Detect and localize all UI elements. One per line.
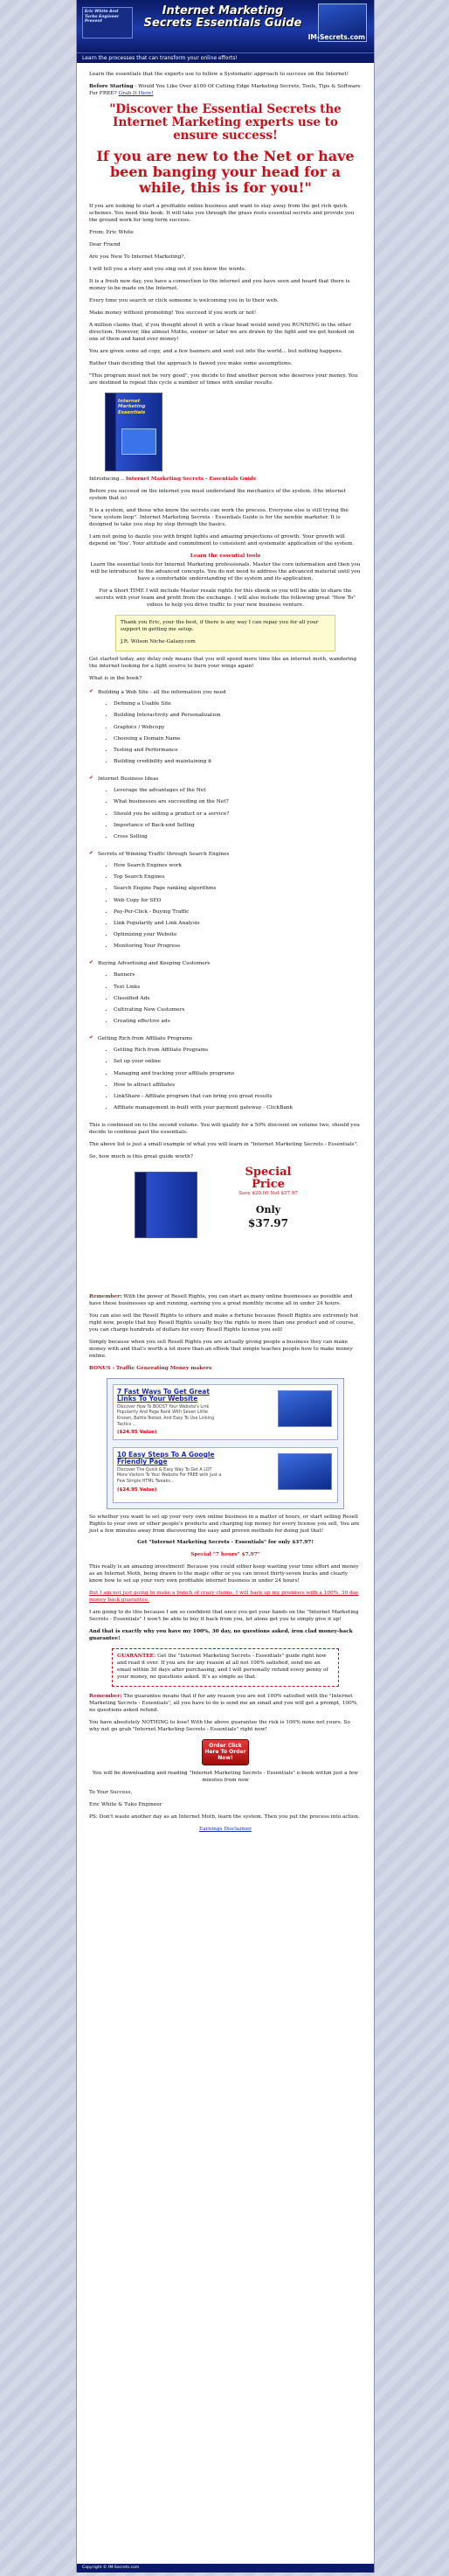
toc-section xyxy=(89,688,362,773)
toc-item: • Text Links xyxy=(114,982,362,993)
bonus-product-image xyxy=(278,1453,332,1490)
closing-p4: I am going to do this because I am so confident that once you get your hands on the "Internet Marketing Secrets - Essentials" I won't be able to buy it back from you, let alone get you to simply give it up! xyxy=(89,1610,359,1623)
bonus-title[interactable]: 7 Fast Ways To Get Great Links To Your Website xyxy=(117,1387,210,1403)
toc-item: • Top Search Engines xyxy=(114,873,362,884)
letter-dear: Dear Friend xyxy=(89,242,121,248)
guarantee-label: GUARANTEE: xyxy=(117,1654,156,1660)
letter-p7: A million claims that, if you thought about it with a clear head would send you RUNNING in the other direction. However, like almost Moths, sooner or later we are drawn by the light and we get hooked on one of them and hand over money! xyxy=(89,323,355,343)
header-domain: IM-Secrets.com xyxy=(307,33,365,41)
toc-section-label: Buying Advertising and Keeping Customers xyxy=(98,960,211,966)
toc-p3: The above list is just a small example of what you will learn in "Internet Marketing Secrets - Essentials". xyxy=(89,1141,358,1147)
product-box-title: Internet Marketing Essentials xyxy=(118,398,146,415)
pricing-block xyxy=(89,1166,362,1289)
pricing-product-image xyxy=(135,1172,197,1238)
special-price-label: Special Price xyxy=(245,1165,292,1191)
testimonial-author: J.R. Wilson Niche-Galaxy.com xyxy=(121,638,196,644)
letter-p8: You are given some ad copy, and a few banners and sent out into the world... but nothing happens. xyxy=(89,349,343,355)
toc-item: • Importance of Back-end Selling xyxy=(114,820,362,832)
closing-p3: But I am not just going to make a bunch of crazy claims, I will back up my promises with a 100%, 30 day money back guarantee. xyxy=(89,1591,359,1604)
remember-label: Remember: xyxy=(89,1694,122,1700)
toc-sub-list xyxy=(98,786,362,844)
price-value: $37.97 xyxy=(248,1217,288,1230)
toc-list xyxy=(89,688,362,1119)
closing-p6-text: The guarantee means that if for any reason you are not 100% satisfied with the "Internet Marketing Secrets - Essentials", all you have to do is send me an email and you will get a prompt, 100%, no questions asked refund. xyxy=(89,1694,359,1714)
learn-text: Learn the essential tools for Internet Marketing professionals. Master the core information and then you will be introduced to the advanced concepts. You do not need to address the advanced material until you have a comfortable understanding of the system and its application. xyxy=(90,561,361,581)
toc-section xyxy=(89,959,362,1033)
toc-item: • Graphics / Webcopy xyxy=(114,722,362,734)
site-header xyxy=(77,0,374,52)
closing-special: Special "7 hours" $7.97" xyxy=(190,1552,260,1558)
bonus-title[interactable]: 10 Easy Steps To A Google Friendly Page xyxy=(117,1450,215,1466)
before-text: - Would You Like Over $100 Of Cutting Edge Marketing Secrets, Tools, Tips & Software For FREE? xyxy=(89,83,361,96)
toc-question: What is in the book? xyxy=(89,675,142,681)
toc-item: • Optimizing your Website xyxy=(114,930,362,942)
toc-item: • Cultivating New Customers xyxy=(114,1005,362,1016)
check-icon: ✔ xyxy=(89,688,93,694)
bonus-value: ($24.95 Value) xyxy=(117,1430,157,1436)
to-success: To Your Success, xyxy=(89,1790,133,1796)
guarantee-box xyxy=(112,1648,339,1687)
toc-p2: This is continued on to the second volume. You will qualify for a 50% discount on volume two, should you decide to continue past the essentials. xyxy=(89,1122,360,1135)
bonus-product-image xyxy=(278,1390,332,1427)
product-intro-prefix: Introducing... xyxy=(89,476,126,482)
testimonial-box xyxy=(115,615,335,651)
main-content xyxy=(77,63,374,1834)
header-title: Internet Marketing Secrets Essentials Guide xyxy=(143,4,302,30)
resell-p3: Simply because when you sell Resell Rights you are actually giving people a business they can make money with and that's worth a lot more than an eBook that simple teaches people how to make money online. xyxy=(89,1339,353,1359)
check-icon: ✔ xyxy=(89,775,93,781)
toc-item: • Cross Selling xyxy=(114,832,362,843)
toc-item: • Leverage the advantages of the Net xyxy=(114,786,362,797)
toc-item: • Getting Rich from Affiliate Programs xyxy=(114,1046,362,1057)
toc-item: • Pay-Per-Click - Buying Traffic xyxy=(114,907,362,918)
toc-p4: So, how much is this great guide worth? xyxy=(89,1153,193,1159)
toc-item: • Banners xyxy=(114,971,362,982)
toc-item: • Web Copy for SEO xyxy=(114,895,362,907)
closing-p7: You have absolutely NOTHING to lose! With the above guarantee the risk is 100% mine not yours. So why not go grab "Internet Marketing Secrets - Essentials" right now! xyxy=(89,1720,350,1733)
closing-p6 xyxy=(89,1694,362,1715)
resell-p1 xyxy=(89,1294,362,1308)
letter-p5: Every time you search or click someone is welcoming you in to their web. xyxy=(89,298,279,304)
resell-p2: You can also sell the Resell Rights to others and make a fortune because Resell Rights are extremely hot right now, people that buy Resell Rights usually buy the rights to more than one product and of course, you can charge hundreds of dollars for every Resell Rights license you sell! xyxy=(89,1312,359,1333)
closing-p8: You will be downloading and reading "Internet Marketing Secrets - Essentials" e-book within just a few minutes from now xyxy=(92,1771,359,1784)
closing-offer: Get "Internet Marketing Secrets - Essentials" for only $37.97! xyxy=(137,1540,314,1546)
order-now-button[interactable]: Order Click Here To Order Now! xyxy=(202,1739,249,1765)
letter-p4: It is a fresh new day, you have a connection to the internet and you have seen and heard that there is money to be made on the Internet. xyxy=(89,279,350,292)
toc-item: • Building Interactivity and Personalization xyxy=(114,711,362,722)
headline-2: If you are new to the Net or have been banging your head for a while, this is for you!" xyxy=(96,148,355,196)
before-label: Before Starting xyxy=(89,83,134,89)
pricing-text xyxy=(229,1166,307,1231)
earnings-disclaimer-link[interactable]: Earnings Disclaimer xyxy=(199,1827,252,1833)
toc-item: • Creating effective ads xyxy=(114,1017,362,1028)
toc-item: • Affiliate management in-built with your payment gateway - ClickBank xyxy=(114,1104,362,1115)
letter-p10: "This program must not be very good", you decide to find another person who deserves your money. You are destined to repeat this cycle a number of times with similar results. xyxy=(89,373,358,386)
resell-p1-text: With the power of Resell Rights, you can start as many online businesses as possible and have these businesses up and running, earning you a great monthly income all in under 24 hours. xyxy=(89,1293,353,1306)
toc-item: • How Search Engines work xyxy=(114,861,362,873)
letter-p9: Rather than deciding that the approach is flawed you make some assumptions. xyxy=(89,361,293,367)
product-p1: Before you succeed on the internet you must understand the mechanics of the system. (the internet system that is) xyxy=(89,488,346,501)
product-p2: It is a system, and those who know the secrets can work the process. Everyone else is still trying the "new system loop". Internet Marketing Secrets - Essentials Guide is for the newbie marketer. It is designed to take you step by step through the basics. xyxy=(89,507,349,527)
grab-it-link[interactable]: Grab It Here! xyxy=(118,90,154,96)
toc-item: • What businesses are succeeding on the Net? xyxy=(114,797,362,809)
product-box-art xyxy=(121,428,156,455)
toc-item: • Search Engine Page ranking algorithms xyxy=(114,884,362,895)
letter-from: From: Eric White xyxy=(89,230,134,236)
toc-item: • Link Popularity and Link Analysis xyxy=(114,918,362,929)
save-text: Save $20.00 Not $57.97 xyxy=(238,1191,298,1197)
toc-item: • Defining a Usable Site xyxy=(114,700,362,711)
toc-sub-list xyxy=(98,971,362,1028)
closing-p1: So whether you want to set up your very own online business in a matter of hours, or start selling Resell Rights to your own or other people's products and charging top money for every license you sell, You are just a few minutes away from discovering the easy and proven methods for doing just that! xyxy=(89,1514,360,1534)
bonus-item xyxy=(113,1384,338,1440)
letter-p2: Are you New To Internet Marketing?, xyxy=(89,254,186,261)
closing-p2: This really is an amazing investment! Because you could either keep wasting your time effort and money as an Internet Moth, being drawn to the magic offer or you can invest thirty-seven bucks and clearly know how to set up your very own profitable internet business in under 24 hours! xyxy=(89,1564,359,1584)
toc-section-label: Building a Web Site - all the information you need xyxy=(98,689,226,695)
product-intro xyxy=(89,477,362,484)
toc-item: • How to attract affiliates xyxy=(114,1080,362,1091)
toc-section-label: Getting Rich from Affiliate Programs xyxy=(98,1035,193,1041)
toc-item: • Monitoring Your Progress xyxy=(114,942,362,953)
before-starting xyxy=(89,84,362,98)
toc-p1: Get started today, any delay only means that you will spend more time like an internet moth, wandering the internet looking for a light source to burn your wings again! xyxy=(89,656,357,669)
bonus-item xyxy=(113,1447,338,1503)
testimonial-text: Thank you Eric, your the best, if there is any way I can repay you for all your support in getting me setup. xyxy=(121,619,319,632)
letter-p3: I will tell you a story and you sing out if you know the words. xyxy=(89,267,246,273)
bonus-value: ($24.95 Value) xyxy=(117,1486,157,1493)
product-p4: For a Short TIME I will include Master resale rights for this ebook so you will be able to share the secrets with your team and profit from the exchange. I will also include the following great "How To" videos to help you drive traffic to your new business venture. xyxy=(95,588,356,608)
header-presenter-box: Eric White And Turbo Engineer Present xyxy=(82,7,133,38)
toc-section-label: Internet Business Ideas xyxy=(98,776,159,782)
toc-item: • Classified Ads xyxy=(114,993,362,1005)
toc-section xyxy=(89,850,362,957)
intro-text: Learn the essentials that the experts use to follow a Systematic approach to success on the Internet! xyxy=(89,72,349,77)
product-intro-name: Internet Marketing Secrets - Essentials Guide xyxy=(125,476,257,482)
toc-item: • Managing and tracking your affiliate programs xyxy=(114,1069,362,1080)
signature: Eric White & Tuko Engineer xyxy=(89,1802,162,1808)
bonus-box xyxy=(107,1378,344,1509)
check-icon: ✔ xyxy=(89,850,93,856)
toc-item: • Choosing a Domain Name xyxy=(114,734,362,745)
site-footer: Copyright © IM-Secrets.com xyxy=(77,2564,374,2573)
bonus-desc: Discover The Quick & Easy Way To Get A LOT More Visitors To Your Website For FREE with Just a Few Simple HTML Tweaks... xyxy=(117,1467,222,1484)
toc-item: • Testing and Performance xyxy=(114,745,362,756)
toc-section xyxy=(89,1034,362,1119)
toc-sub-list xyxy=(98,1046,362,1115)
only-label: Only xyxy=(255,1203,281,1215)
header-tagline: Learn the processes that can transform your online efforts! xyxy=(77,52,374,63)
headline-1: "Discover the Essential Secrets the Internet Marketing experts use to ensure success! xyxy=(109,101,342,143)
toc-sub-list xyxy=(98,861,362,953)
toc-item: • Should you be selling a product or a service? xyxy=(114,809,362,820)
closing-p5: And that is exactly why you have my 100%, 30 day, no questions asked, iron clad money-back guarantee! xyxy=(89,1629,353,1642)
remember-label: Remember: xyxy=(89,1293,122,1299)
toc-item: • Building credibility and maintaining it xyxy=(114,757,362,769)
check-icon: ✔ xyxy=(89,1034,93,1041)
learn-heading: Learn the essential tools xyxy=(190,553,261,559)
letter-p1: If you are looking to start a profitable online business and want to stay away from the get rich quick schemes. You need this book. It will take you through the grass roots essential secrets and provide you the ground work for long term success. xyxy=(89,204,355,224)
ps-text: PS: Don't waste another day as an Internet Moth, learn the system. Then you put the process into action. xyxy=(89,1814,360,1821)
guarantee-text: Get the "Internet Marketing Secrets - Essentials" guide right now and read it over. If you are for any reason at all not 100% satisfied, send me an email within 30 days after purchasing, and I will personally refund every penny of your money, no questions asked. It's as simple as that. xyxy=(117,1654,328,1681)
page-container xyxy=(76,0,375,2573)
toc-section xyxy=(89,775,362,848)
bonus-heading: BONUS - Traffic Generating Money makers xyxy=(89,1365,212,1371)
toc-item: • LinkShare - Affiliate program that can bring you great results xyxy=(114,1091,362,1103)
toc-sub-list xyxy=(98,700,362,769)
product-box-image xyxy=(105,393,162,471)
letter-p6: Make money without promoting! You succeed if you work or not! xyxy=(89,310,257,317)
check-icon: ✔ xyxy=(89,959,93,965)
bonus-desc: Discover How To BOOST Your Website's Link Popularity And Page Rank With Seven Little Known, Battle-Tested, And Easy To Use Linking Tactics ... xyxy=(117,1404,215,1427)
product-p3: I am not going to dazzle you with bright lights and amazing projections of growth. Your growth will depend on 'You'. Your attitude and commitment to consistent and systematic application of the system. xyxy=(89,533,354,547)
toc-section-label: Secrets of Winning Traffic through Search Engines xyxy=(98,851,230,857)
toc-item: • Set up your online xyxy=(114,1057,362,1069)
